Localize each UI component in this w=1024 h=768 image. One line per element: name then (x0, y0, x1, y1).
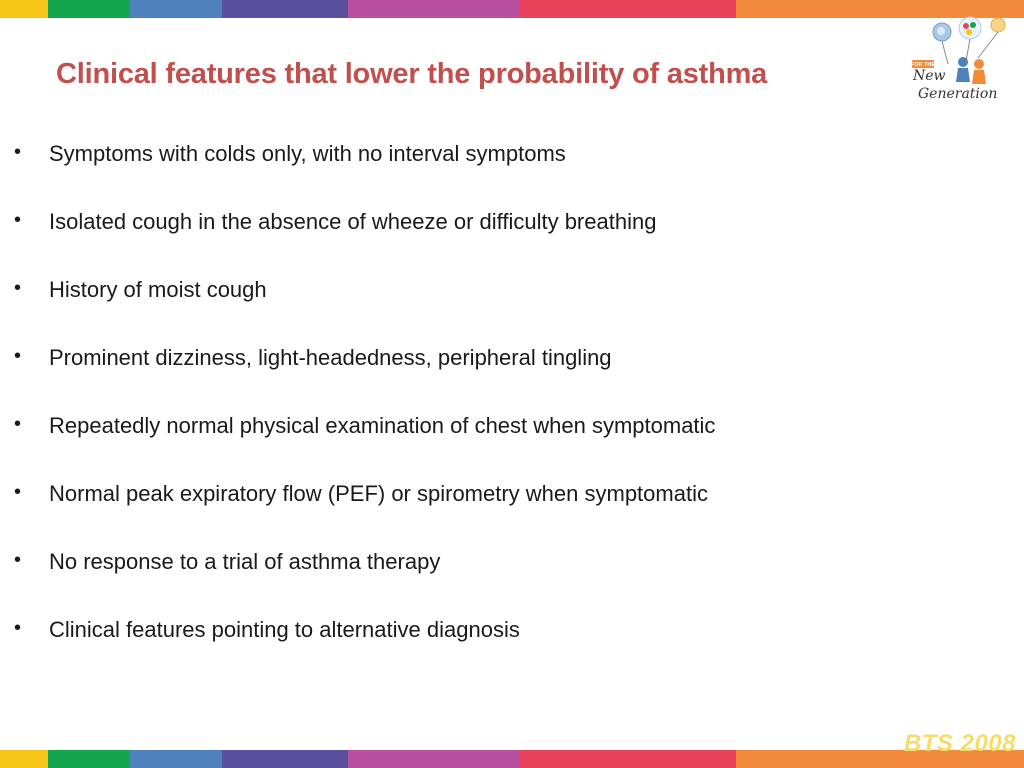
stripe-indigo (222, 0, 348, 18)
bullet-marker: • (14, 277, 22, 299)
bullet-marker: • (14, 413, 22, 435)
stripe-magenta (348, 0, 520, 18)
bullet-text: No response to a trial of asthma therapy (49, 549, 441, 574)
footer-watermark: BTS 2008 (903, 730, 1016, 757)
balloon-icon (933, 17, 1005, 64)
bullet-marker: • (14, 549, 22, 571)
bullet-item (14, 549, 914, 579)
bullet-marker: • (14, 345, 22, 367)
stripe-yellow (0, 750, 48, 768)
stripe-magenta (348, 750, 520, 768)
stripe-blue (130, 750, 222, 768)
logo-line1: New (913, 68, 946, 84)
bullet-text: Symptoms with colds only, with no interval symptoms (49, 141, 566, 166)
bullet-text: Repeatedly normal physical examination of chest when symptomatic (49, 413, 716, 438)
bullet-text: Prominent dizziness, light-headedness, peripheral tingling (49, 345, 612, 370)
bullet-marker: • (14, 617, 22, 639)
bullet-marker: • (14, 141, 22, 163)
stripe-green (48, 750, 130, 768)
bullet-item (14, 209, 914, 239)
bullet-item (14, 277, 914, 307)
children-figures-icon (956, 57, 986, 84)
stripe-green (48, 0, 130, 18)
stripe-blue (130, 0, 222, 18)
bullet-marker: • (14, 481, 22, 503)
stripe-red (520, 750, 736, 768)
bullet-item (14, 141, 914, 171)
top-color-stripe (0, 0, 1024, 18)
bullet-item (14, 617, 914, 647)
stripe-indigo (222, 750, 348, 768)
bullet-text: Normal peak expiratory flow (PEF) or spirometry when symptomatic (49, 481, 708, 506)
bullet-item (14, 345, 914, 375)
bullet-text: Clinical features pointing to alternative diagnosis (49, 617, 520, 642)
logo-line2: Generation (918, 86, 998, 102)
slide-title: Clinical features that lower the probability of asthma (56, 58, 768, 90)
bullet-marker: • (14, 209, 22, 231)
bullet-text: Isolated cough in the absence of wheeze or difficulty breathing (49, 209, 657, 234)
bottom-color-stripe (0, 750, 1024, 768)
logo-small-text: FOR THE (910, 62, 936, 68)
bullet-item (14, 481, 914, 511)
stripe-yellow (0, 0, 48, 18)
stripe-red (520, 0, 736, 18)
new-generation-logo (908, 16, 1020, 106)
bullet-text: History of moist cough (49, 277, 267, 302)
bullet-item (14, 413, 914, 443)
